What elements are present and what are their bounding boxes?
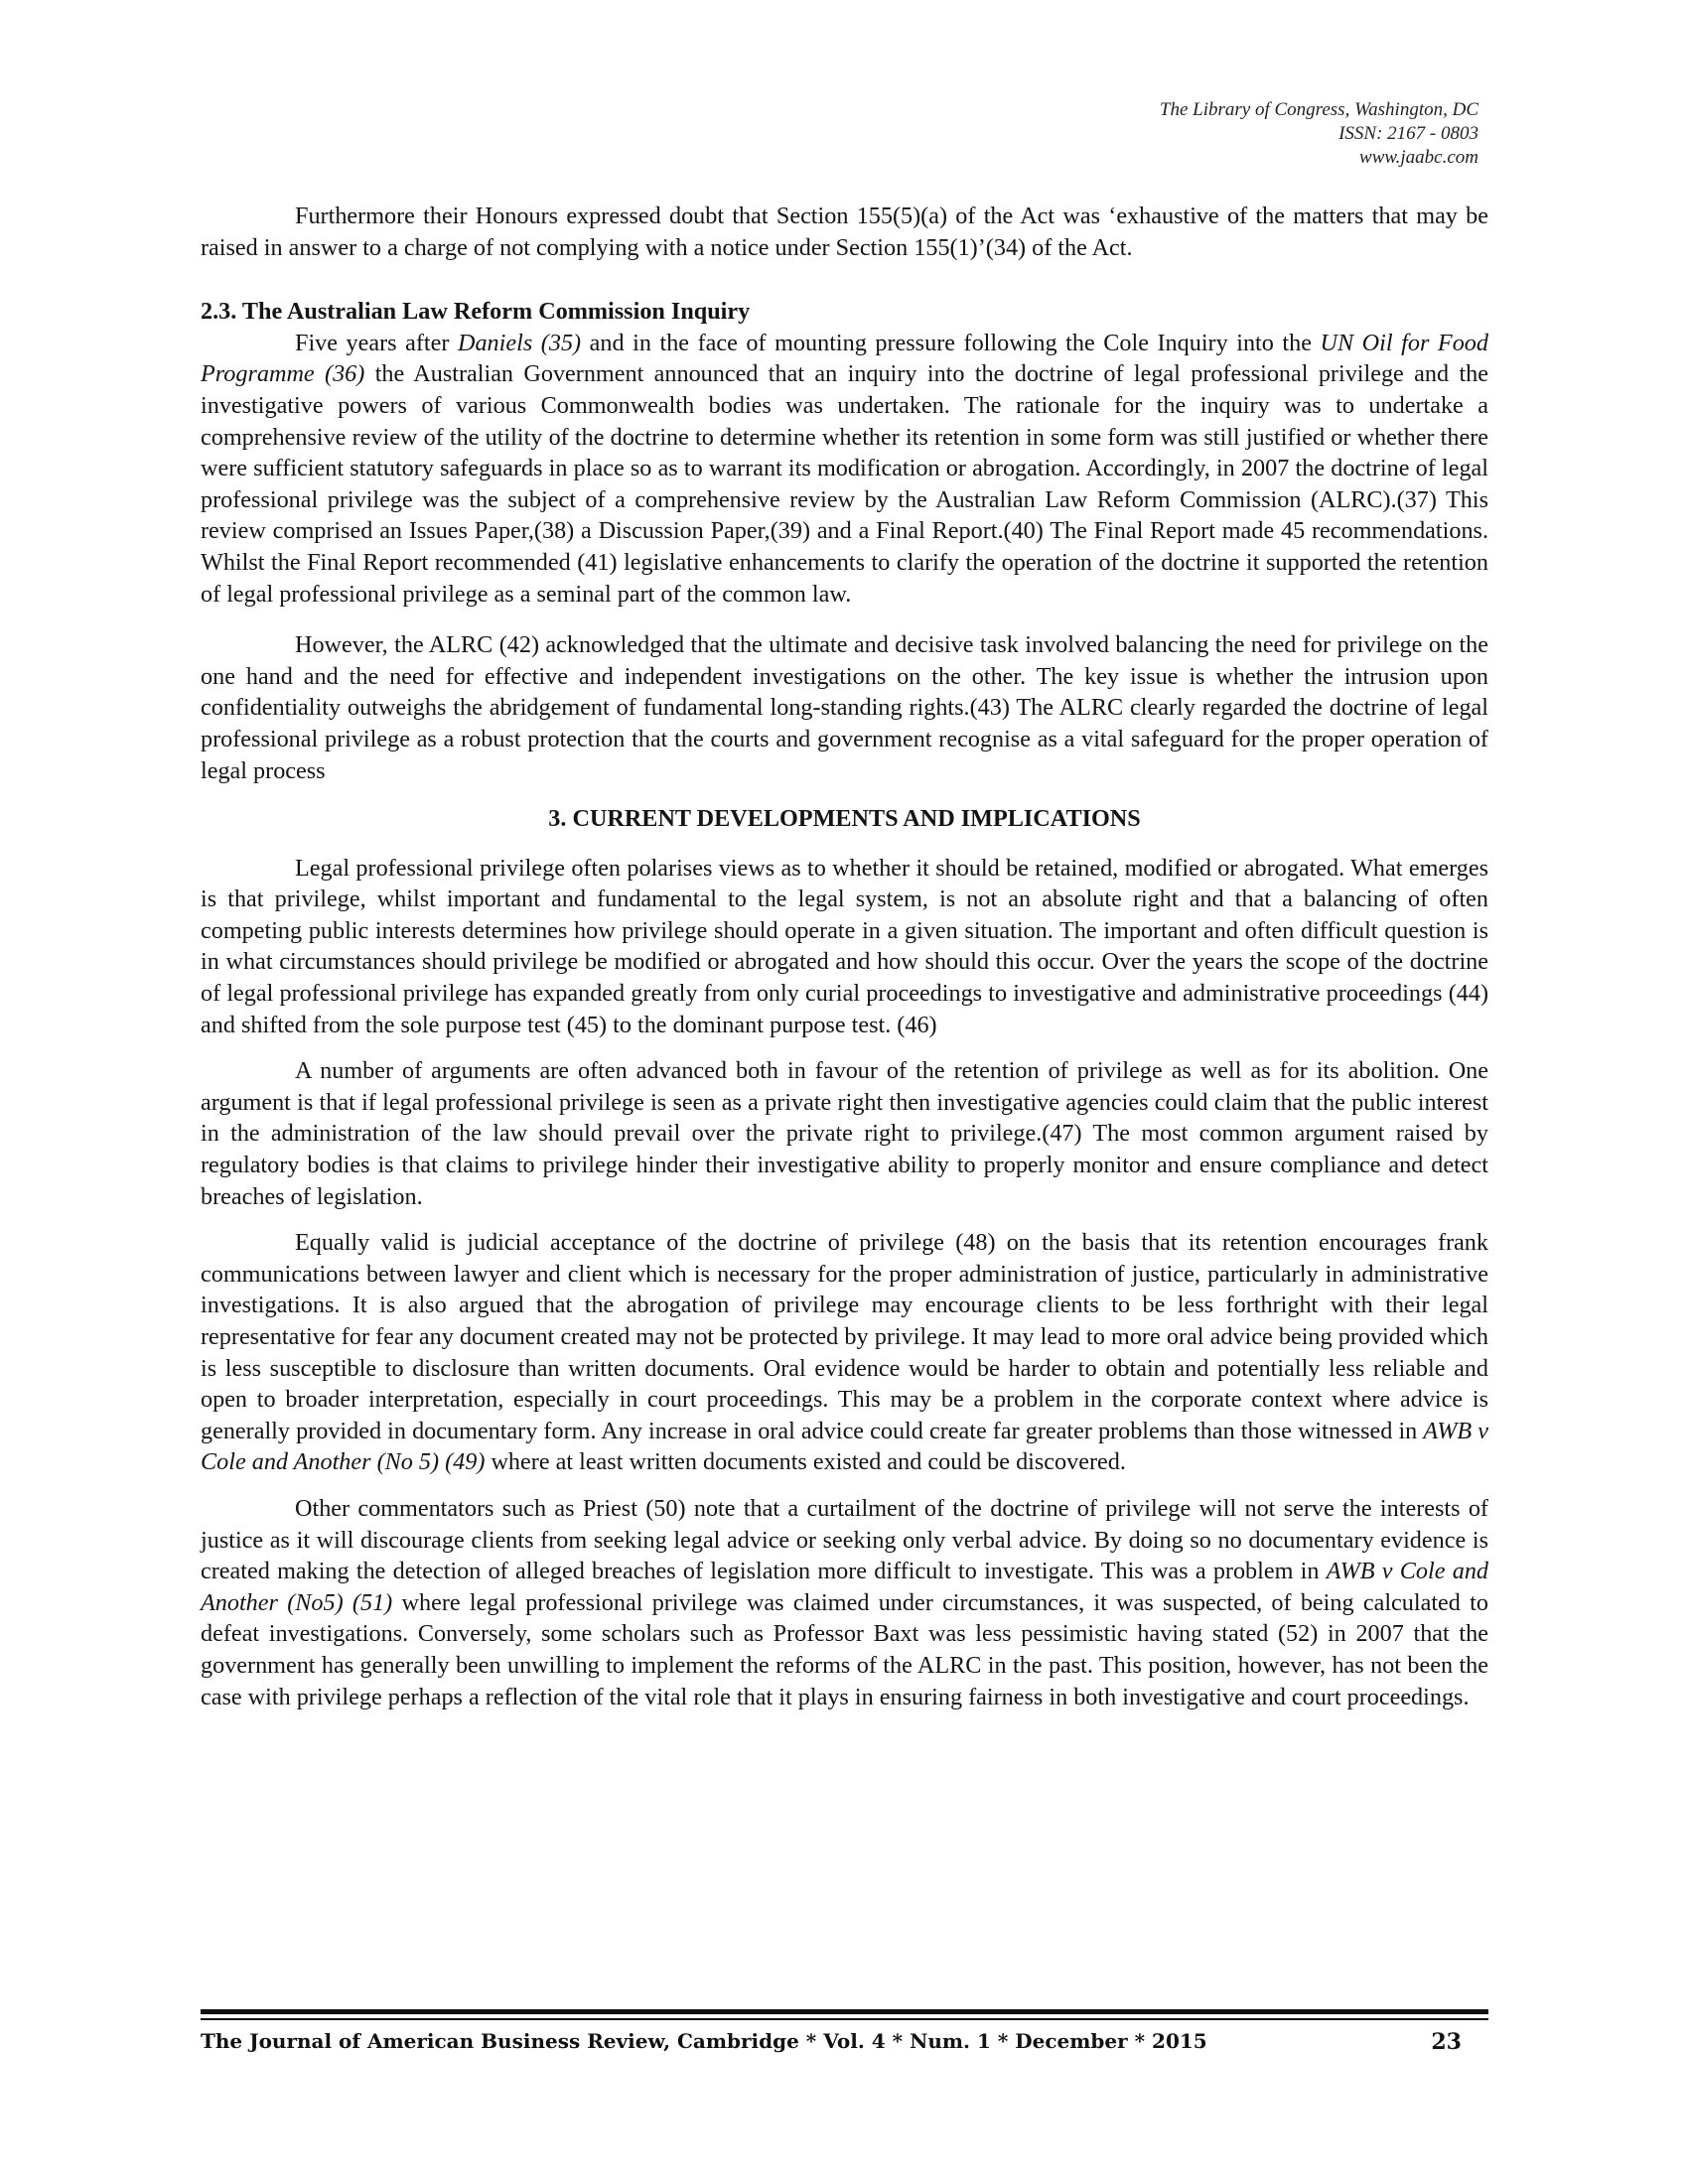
citation-oil-for-food: UN Oil for Food Programme (36) — [201, 329, 1488, 388]
citation-awb-v-cole-no5: AWB v Cole and Another (No 5) (49) — [201, 1417, 1488, 1476]
intro-paragraph: Furthermore their Honours expressed doubt that Section 155(5)(a) of the Act was ‘exhaustive of the matters that may be raised in answer to a charge of not complying with a notice under Section 155(1)’(34) of the Act. — [201, 203, 1488, 261]
text-run: Other commentators such as Priest (50) note that a curtailment of the doctrine of privilege will not serve the interests of justice as it will discourage clients from seeking legal advice or seeking only verbal advice. By doing so no documentary evidence is created making the detection of alleged breaches of legislation more difficult to investigate. This was a problem in — [201, 1494, 1488, 1585]
footer-rule — [201, 2009, 1488, 2014]
header-issn: ISSN: 2167 - 0803 — [1338, 123, 1478, 144]
text-run: Five years after — [295, 329, 458, 356]
footer-rule-thin — [201, 2018, 1488, 2020]
text-run: Equally valid is judicial acceptance of the doctrine of privilege (48) on the basis that its retention encourages frank communications between lawyer and client which is necessary for the proper administration of justice, particularly in administrative investigations. It is also argued that the abrogation of privilege may encourage clients to be less forthright with their legal representative for fear any document created may not be protected by privilege. It may lead to more oral advice being provided which is less susceptible to disclosure than written documents. Oral evidence would be harder to obtain and potentially less reliable and open to broader interpretation, especially in court proceedings. This may be a problem in the corporate context where advice is generally provided in documentary form. Any increase in oral advice could create far greater problems than those witnessed in — [201, 1229, 1488, 1444]
citation-daniels: Daniels (35) — [458, 329, 582, 356]
paragraph-arguments: A number of arguments are often advanced both in favour of the retention of privilege as well as for its abolition. One argument is that if legal professional privilege is seen as a private right then investigative agencies could claim that the public interest in the administration of the law should prevail over the private right to privilege.(47) The most common argument raised by regulatory bodies is that claims to privilege hinder their investigative ability to properly monitor and ensure compliance and detect breaches of legislation. — [201, 1057, 1488, 1210]
running-header — [1160, 98, 1478, 170]
header-website: www.jaabc.com — [1359, 147, 1478, 168]
text-run: the Australian Government announced that an inquiry into the doctrine of legal professional privilege and the investigative powers of various Commonwealth bodies was undertaken. The rationale for the inquiry was to undertake a comprehensive review of the utility of the doctrine to determine whether its retention in some form was still justified or whether there were sufficient statutory safeguards in place so as to warrant its modification or abrogation. Accordingly, in 2007 the doctrine of legal professional privilege was the subject of a comprehensive review by the Australian Law Reform Commission (ALRC).(37) This review comprised an Issues Paper,(38) a Discussion Paper,(39) and a Final Report.(40) The Final Report made 45 recommendations. Whilst the Final Report recommended (41) legislative enhancements to clarify the operation of the doctrine it supported the retention of legal professional privilege as a seminal part of the common law. — [201, 360, 1488, 608]
section-heading-3: 3. CURRENT DEVELOPMENTS AND IMPLICATIONS — [548, 805, 1141, 833]
paragraph-other-commentators — [201, 1493, 1488, 1712]
citation-awb-v-cole-no5-b: AWB v Cole and Another (No5) (51) — [201, 1558, 1489, 1616]
paragraph-polarised-views: Legal professional privilege often polarises views as to whether it should be retained, modified or abrogated. What emerges is that privilege, whilst important and fundamental to the legal system, is not an absolute right and that a balancing of often competing public interests determines how privilege should operate in a given situation. The important and often difficult question is in what circumstances should privilege be modified or abrogated and how should this occur. Over the years the scope of the doctrine of legal professional privilege has expanded greatly from only curial proceedings to investigative and administrative proceedings (44) and shifted from the sole purpose test (45) to the dominant purpose test. (46) — [201, 854, 1488, 1038]
page-number: 23 — [1431, 2029, 1462, 2055]
text-run: where legal professional privilege was claimed under circumstances, it was suspected, of being calculated to defeat investigations. Conversely, some scholars such as Professor Baxt was less pessimistic having stated (52) in 2007 that the government has generally been unwilling to implement the reforms of the ALRC in the past. This position, however, has not been the case with privilege perhaps a reflection of the vital role that it plays in ensuring fairness in both investigative and court proceedings. — [201, 1588, 1488, 1710]
page-body — [201, 201, 1488, 1712]
text-run: where at least written documents existed and could be discovered. — [485, 1448, 1126, 1476]
paragraph-alrc-balancing: However, the ALRC (42) acknowledged that the ultimate and decisive task involved balancing the need for privilege on the one hand and the need for effective and independent investigations on the other. The key issue is whether the intrusion upon confidentiality outweighs the abridgement of fundamental long-standing rights.(43) The ALRC clearly regarded the doctrine of legal professional privilege as a robust protection that the courts and government recognise as a vital safeguard for the proper operation of legal process — [201, 631, 1488, 784]
footer-journal-citation: The Journal of American Business Review, Cambridge * Vol. 4 * Num. 1 * December * 2015 — [201, 2029, 1207, 2053]
paragraph-alrc-inquiry — [201, 328, 1488, 610]
text-run: and in the face of mounting pressure following the Cole Inquiry into the — [581, 329, 1321, 356]
header-library: The Library of Congress, Washington, DC — [1159, 99, 1478, 120]
subsection-heading-2-3: 2.3. The Australian Law Reform Commission Inquiry — [201, 298, 751, 326]
paragraph-judicial-acceptance — [201, 1227, 1488, 1478]
